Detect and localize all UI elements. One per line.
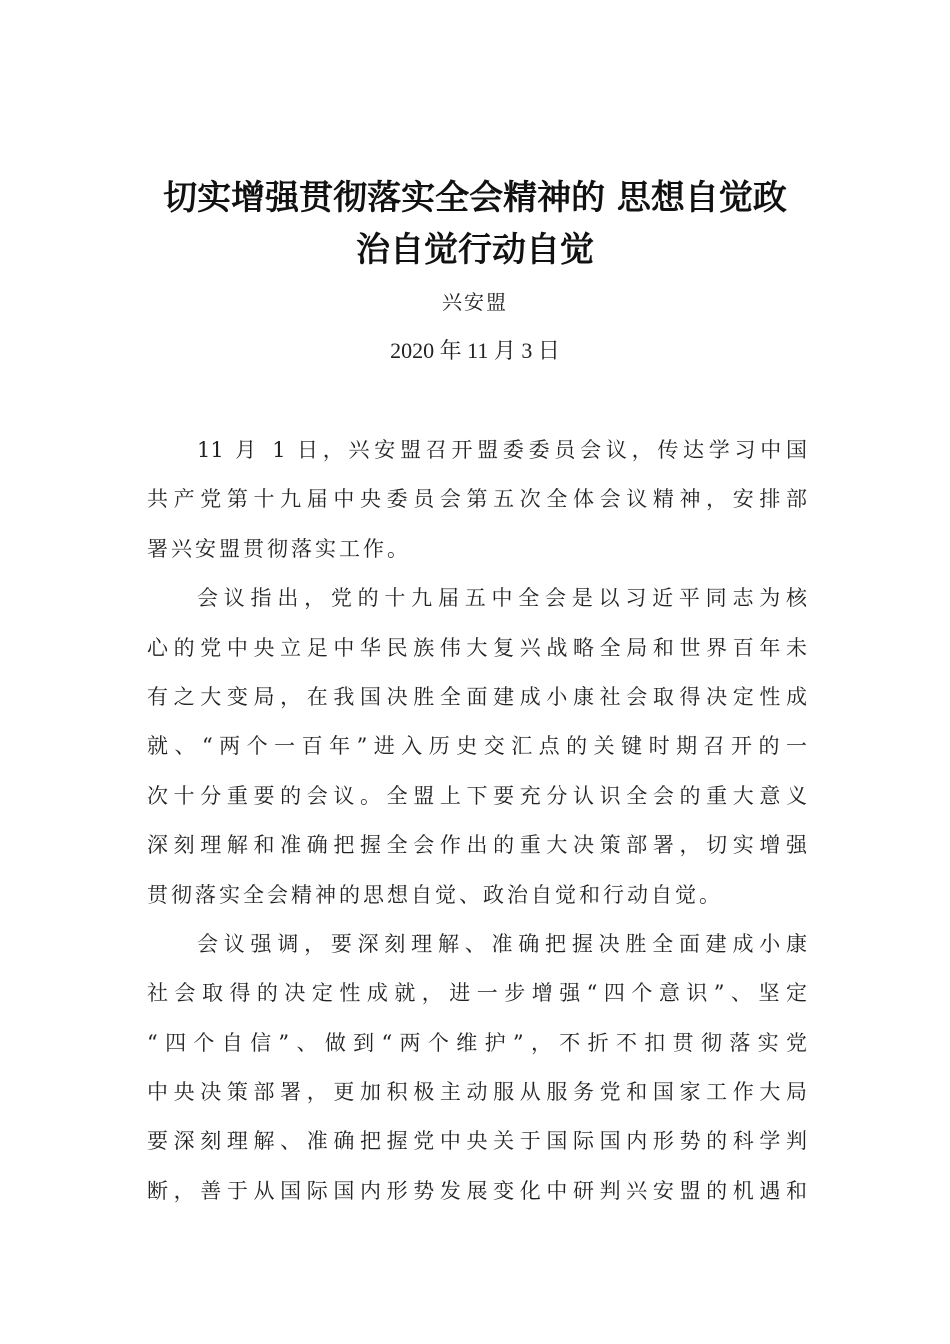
paragraph-line: 署兴安盟贯彻落实工作。	[147, 536, 411, 561]
paragraph-line: 会议强调，要深刻理解、准确把握决胜全面建成小康	[197, 931, 807, 956]
title-line: 切实增强贯彻落实全会精神的 思想自觉政	[163, 178, 787, 218]
paragraph-line: 断，善于从国际国内形势发展变化中研判兴安盟的机遇和	[147, 1178, 807, 1203]
paragraph-line: 共产党第十九届中央委员会第五次全体会议精神，安排部	[147, 487, 807, 512]
paragraph-line: 就、“两个一百年”进入历史交汇点的关键时期召开的一	[147, 734, 807, 759]
paragraph-line: 有之大变局，在我国决胜全面建成小康社会取得决定性成	[147, 684, 807, 709]
paragraph-line: 会议指出，党的十九届五中全会是以习近平同志为核	[197, 586, 807, 611]
paragraph-line: 社会取得的决定性成就，进一步增强“四个意识”、坚定	[147, 981, 807, 1006]
paragraph-line: 深刻理解和准确把握全会作出的重大决策部署，切实增强	[147, 833, 807, 858]
document-date: 2020 年 11 月 3 日	[390, 338, 560, 363]
document-title	[130, 172, 820, 276]
paragraph-line: 心的党中央立足中华民族伟大复兴战略全局和世界百年未	[147, 635, 807, 660]
document-author: 兴安盟	[442, 290, 508, 314]
document-body	[147, 426, 807, 1216]
paragraph-line: “四个自信”、做到“两个维护”，不折不扣贯彻落实党	[147, 1030, 807, 1055]
paragraph-line: 中央决策部署，更加积极主动服从服务党和国家工作大局	[147, 1080, 807, 1105]
paragraph-line: 要深刻理解、准确把握党中央关于国际国内形势的科学判	[147, 1129, 807, 1154]
title-line: 治自觉行动自觉	[356, 230, 594, 270]
paragraph-line: 次十分重要的会议。全盟上下要充分认识全会的重大意义	[147, 783, 807, 808]
paragraph-line: 11 月 1 日，兴安盟召开盟委委员会议，传达学习中国	[197, 438, 807, 462]
paragraph-line: 贯彻落实全会精神的思想自觉、政治自觉和行动自觉。	[147, 882, 723, 907]
